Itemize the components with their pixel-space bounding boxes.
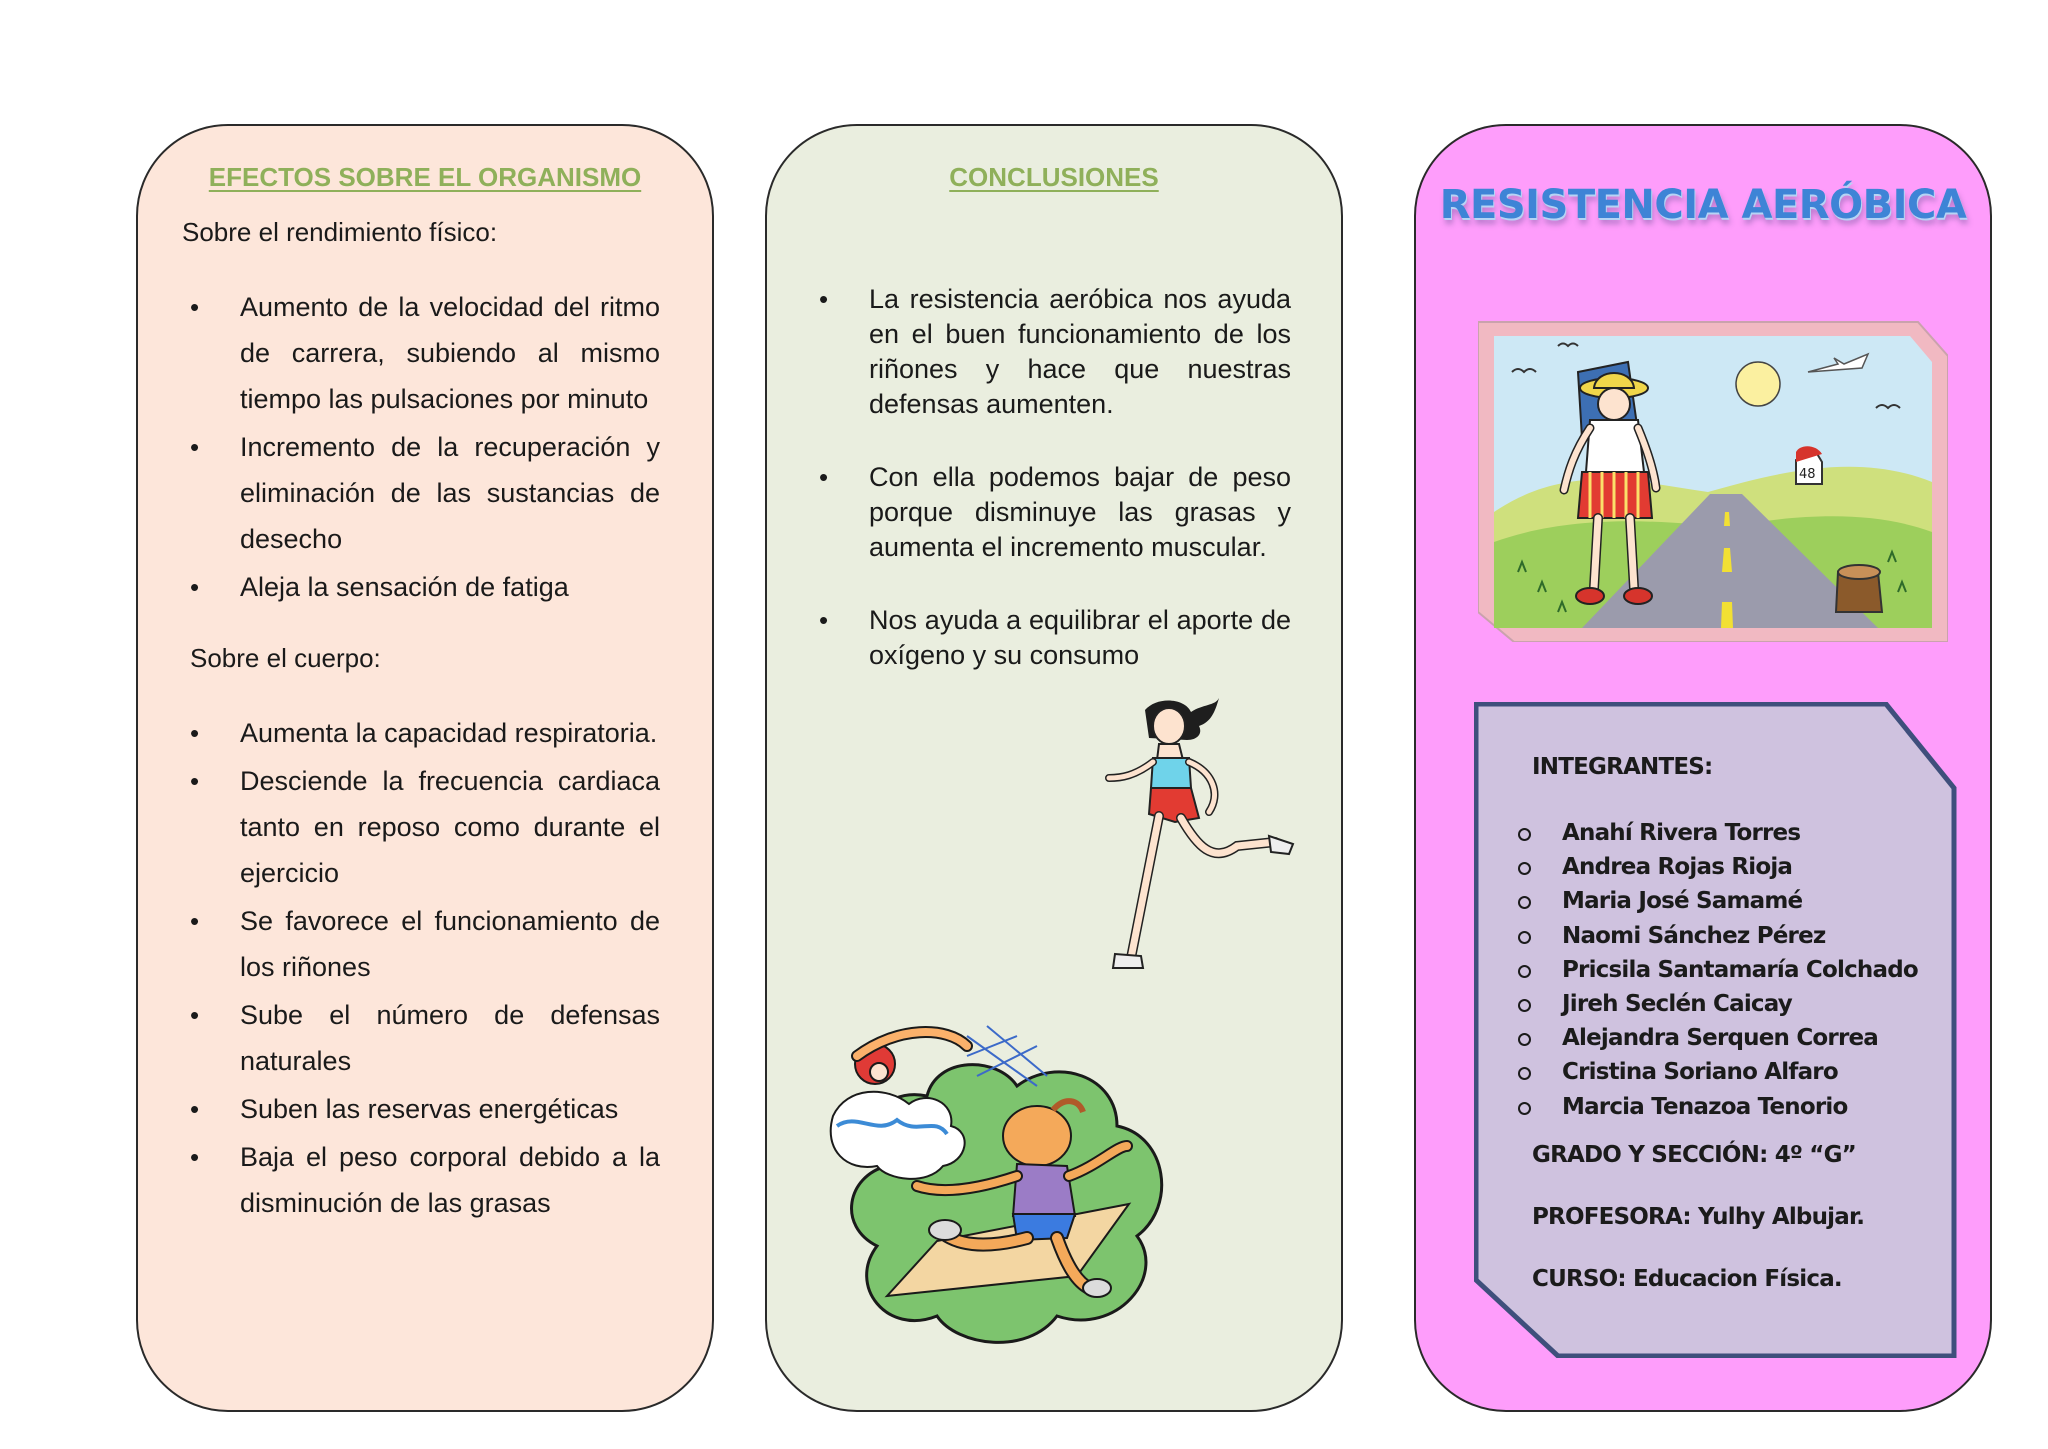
- list-item: • Con ella podemos bajar de peso porque disminuye las grasas y aumenta el incremento muscular.: [817, 460, 1291, 565]
- list-item: • Aumento de la velocidad del ritmo de carrera, subiendo al mismo tiempo las pulsaciones por minuto: [188, 284, 660, 422]
- grade-section: GRADO Y SECCIÓN: 4º “G”: [1532, 1142, 1856, 1168]
- conclusions-heading: CONCLUSIONES: [949, 162, 1159, 192]
- signpost-number: 48: [1799, 467, 1816, 482]
- brochure-title: RESISTENCIA AERÓBICA: [1439, 182, 1967, 228]
- teacher: PROFESORA: Yulhy Albujar.: [1532, 1204, 1865, 1230]
- list-item: Anahí Rivera Torres: [1516, 816, 1918, 850]
- list-item: • Aumenta la capacidad respiratoria.: [188, 710, 660, 756]
- list-item: • Incremento de la recuperación y eliminación de las sustancias de desecho: [188, 424, 660, 562]
- list-item: Pricsila Santamaría Colchado: [1516, 953, 1918, 987]
- list-item: • Aleja la sensación de fatiga: [188, 564, 660, 610]
- list-item: • Suben las reservas energéticas: [188, 1086, 660, 1132]
- members-list: [1516, 816, 1918, 1124]
- course: CURSO: Educacion Física.: [1532, 1266, 1842, 1292]
- list-item: • Sube el número de defensas naturales: [188, 992, 660, 1084]
- athletes-clipart: [817, 1016, 1187, 1356]
- body-intro: Sobre el cuerpo:: [190, 643, 381, 673]
- list-item: Naomi Sánchez Pérez: [1516, 919, 1918, 953]
- hiker-road-illustration: [1478, 312, 1948, 642]
- body-list: [188, 710, 660, 1228]
- list-item: • Desciende la frecuencia cardiaca tanto en reposo como durante el ejercicio: [188, 758, 660, 896]
- list-item: • Nos ayuda a equilibrar el aporte de oxígeno y su consumo: [817, 603, 1291, 673]
- list-item: Maria José Samamé: [1516, 884, 1918, 918]
- list-item: Jireh Seclén Caicay: [1516, 987, 1918, 1021]
- performance-list: [188, 284, 660, 612]
- list-item: Cristina Soriano Alfaro: [1516, 1055, 1918, 1089]
- list-item: • Baja el peso corporal debido a la disminución de las grasas: [188, 1134, 660, 1226]
- panel-conclusions: [765, 124, 1343, 1412]
- list-item: Marcia Tenazoa Tenorio: [1516, 1090, 1918, 1124]
- list-item: Andrea Rojas Rioja: [1516, 850, 1918, 884]
- runner-woman-clipart: [1087, 696, 1307, 986]
- list-item: • Se favorece el funcionamiento de los riñones: [188, 898, 660, 990]
- panel-cover: [1414, 124, 1992, 1412]
- conclusions-list: [817, 282, 1291, 711]
- panel-effects: [136, 124, 714, 1412]
- effects-heading: EFECTOS SOBRE EL ORGANISMO: [208, 162, 642, 192]
- members-label: INTEGRANTES:: [1532, 754, 1713, 780]
- list-item: • La resistencia aeróbica nos ayuda en el buen funcionamiento de los riñones y hace que nuestras defensas aumenten.: [817, 282, 1291, 422]
- performance-intro: Sobre el rendimiento físico:: [182, 217, 498, 247]
- list-item: Alejandra Serquen Correa: [1516, 1021, 1918, 1055]
